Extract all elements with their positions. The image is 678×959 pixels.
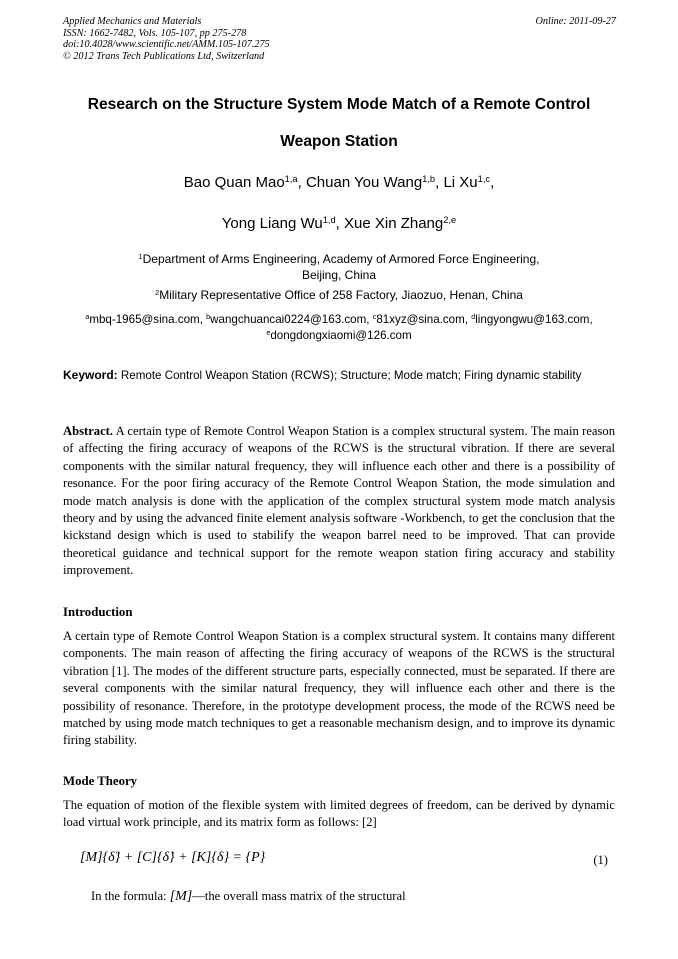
issn-line: ISSN: 1662-7482, Vols. 105-107, pp 275-278 [63, 27, 247, 39]
paper-title-line-1: Research on the Structure System Mode Match of a Remote Control [87, 96, 591, 113]
journal-name: Applied Mechanics and Materials [63, 16, 202, 27]
introduction-paragraph: A certain type of Remote Control Weapon Station is a complex structural system. It contains many different components. The main reason of affecting the firing accuracy of weapons of the RCWS is the structural vibration [1]. The modes of the different structure parts, especially connected, must be separated. If there are several components with the similar natural frequency, they will influence each other and there is the possibility of resonance. Therefore, in the prototype development process, the mode of the RCWS need be matched by using mode match techniques to get a reasonable mechanism design, and to improve its dynamic firing stability. [63, 629, 615, 748]
email-sup: a [85, 312, 90, 322]
author-name: Chuan You Wang [305, 174, 423, 191]
affiliation-text: Beijing, China [301, 268, 377, 282]
email-address: wangchuancai0224@163.com, [210, 313, 373, 326]
section-heading-mode-theory: Mode Theory [63, 774, 138, 788]
affiliation-text: Department of Arms Engineering, Academy of Armored Force Engineering, [142, 252, 540, 266]
copyright-line: © 2012 Trans Tech Publications Ltd, Switzerland [63, 50, 265, 62]
formula-explanation [91, 889, 406, 905]
email-address: dongdongxiaomi@126.com [270, 329, 412, 342]
email-sup: e [266, 328, 271, 338]
author-line-1: Bao Quan Mao$^{1,a}$, Chuan You Wang$^{1,b}$, Li Xu$^{1,c}$, [183, 173, 495, 191]
affiliation-sup: 1 [138, 251, 143, 261]
email-address: lingyongwu@163.com, [475, 313, 593, 326]
abstract-label: Abstract. [63, 424, 114, 438]
keyword-label: Keyword: [63, 368, 118, 382]
abstract [63, 423, 615, 580]
author-name: Xue Xin Zhang [344, 215, 444, 232]
mode-theory-paragraph: The equation of motion of the flexible system with limited degrees of freedom, can be derived by dynamic load virtual work principle, and its matrix form as follows: [2] [63, 798, 615, 830]
email-address: 81xyz@sina.com, [376, 313, 472, 326]
keywords [63, 367, 603, 384]
email-list [52, 312, 626, 344]
affiliation-sup: 2 [155, 287, 160, 297]
author-name: Li Xu [443, 174, 478, 191]
equation-number: (1) [593, 853, 608, 867]
email-sup: c [372, 312, 377, 322]
doi-line: doi:10.4028/www.scientific.net/AMM.105-107.275 [63, 39, 270, 51]
section-heading-introduction: Introduction [63, 605, 133, 619]
author-sup: 1,b [422, 173, 436, 184]
author-sup: 1,a [284, 173, 298, 184]
mass-matrix-symbol: [M] [169, 889, 193, 904]
affiliation-2 [40, 287, 638, 303]
keyword-text: Remote Control Weapon Station (RCWS); Structure; Mode match; Firing dynamic stability [117, 369, 582, 382]
author-sup: 1,c [477, 173, 491, 184]
author-sup: 2,e [443, 214, 457, 225]
journal-header [63, 16, 270, 62]
author-sup: 1,d [322, 214, 336, 225]
formula-prefix: In the formula: [91, 889, 170, 903]
affiliation-text: Military Representative Office of 258 Factory, Jiaozuo, Henan, China [159, 288, 523, 302]
formula-text: —the overall mass matrix of the structural [192, 889, 406, 903]
abstract-text: A certain type of Remote Control Weapon Station is a complex structural system. The main reason of affecting the firing accuracy of weapons of the RCWS is the structural vibration. If there are several components with the similar natural frequency, they will influence each other and there is a possibility of resonance. For the poor firing accuracy of the Remote Control Weapon Station, the mode simulation and mode match analysis is done with the application of the complex structural system mode match analysis theory and by using the advanced finite element analysis software -Workbench, to get the conclusion that the kickstand design which is used to stabilify the weapon barrel need to be improved. That can provide theoretical guidance and technical support for the remote weapon station firing accuracy and stability improvement. [63, 424, 615, 578]
author-name: Yong Liang Wu [221, 215, 323, 232]
author-name: Bao Quan Mao [183, 174, 285, 191]
author-line-2: Yong Liang Wu$^{1,d}$, Xue Xin Zhang$^{2,e}$ [221, 214, 457, 232]
affiliation-1 [40, 251, 638, 283]
email-sup: d [471, 312, 476, 322]
equation-1: [M]{δ̈} + [C]{δ̇} + [K]{δ} = {P} [80, 850, 266, 865]
paper-title-line-2: Weapon Station [280, 133, 398, 150]
email-address: mbq-1965@sina.com, [89, 313, 207, 326]
online-date: Online: 2011-09-27 [535, 16, 616, 27]
email-sup: b [206, 312, 211, 322]
